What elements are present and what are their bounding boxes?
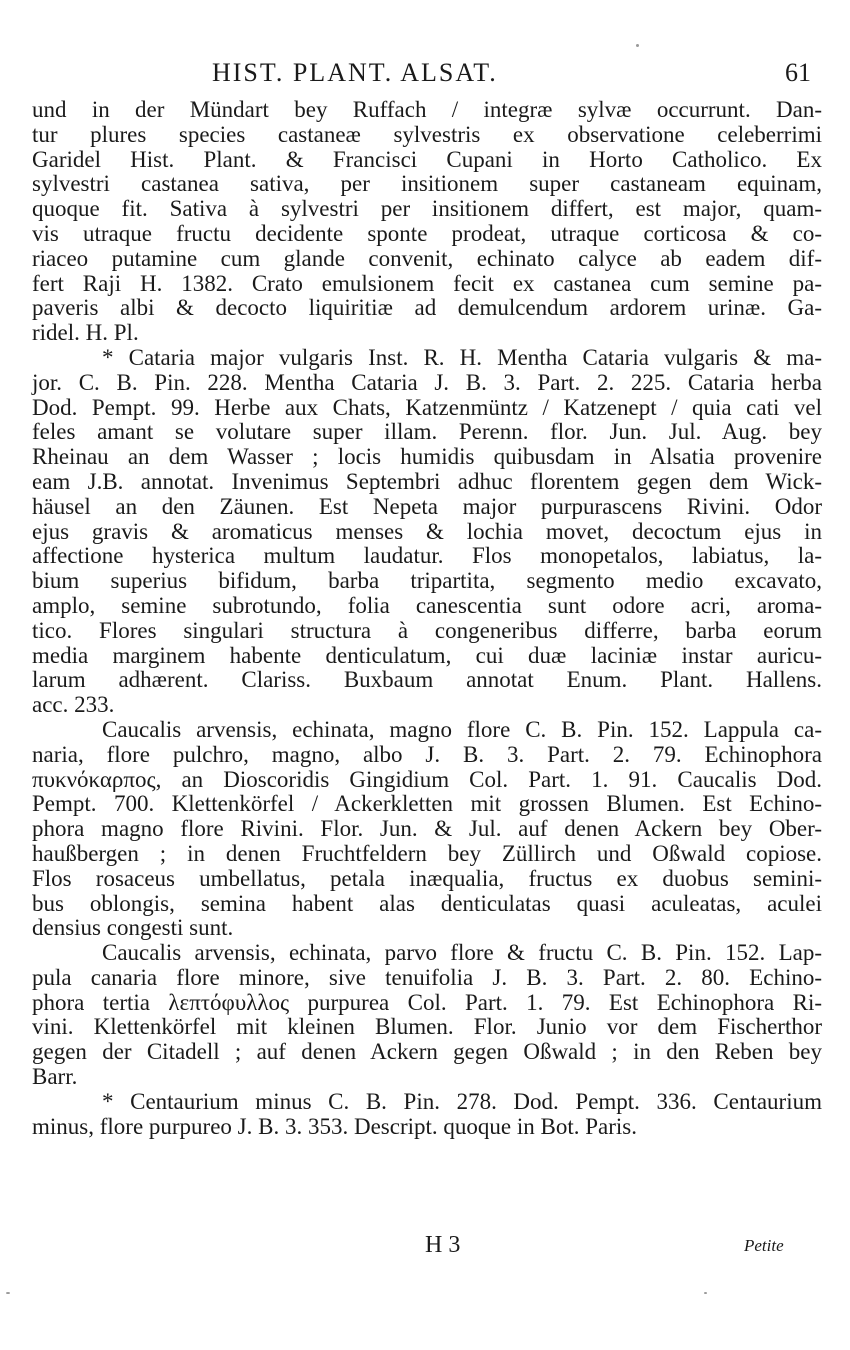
signature-mark: H 3 xyxy=(425,1232,461,1258)
text-line: phora tertia λεπτόφυλλος purpurea Col. Part. 1. 79. Est Echinophora Ri- xyxy=(32,989,822,1015)
text-line: πυκνόκαρπος, an Dioscoridis Gingidium Col. Part. 1. 91. Caucalis Dod. xyxy=(32,766,822,792)
text-line: acc. 233. xyxy=(32,692,115,718)
text-line: pula canaria flore minore, sive tenuifolia J. B. 3. Part. 2. 80. Echino- xyxy=(32,964,822,990)
text-line: minus, flore purpureo J. B. 3. 353. Descript. quoque in Bot. Paris. xyxy=(32,1113,637,1139)
text-line: Rheinau an dem Wasser ; locis humidis quibusdam in Alsatia provenire xyxy=(32,444,822,470)
text-line: feles amant se volutare super illam. Perenn. flor. Jun. Jul. Aug. bey xyxy=(32,419,822,445)
text-line: sylvestri castanea sativa, per insitionem super castaneam equinam, xyxy=(32,171,822,197)
text-line: phora magno flore Rivini. Flor. Jun. & Jul. auf denen Ackern bey Ober- xyxy=(32,816,822,842)
text-line: larum adhærent. Clariss. Buxbaum annotat Enum. Plant. Hallens. xyxy=(32,667,822,693)
text-line: bium superius bifidum, barba tripartita, segmento medio excavato, xyxy=(32,568,822,594)
text-line: fert Raji H. 1382. Crato emulsionem fecit ex castanea cum semine pa- xyxy=(32,270,822,296)
text-line: paveris albi & decocto liquiritiæ ad demulcendum ardorem urinæ. Ga- xyxy=(32,295,822,321)
text-line: * Centaurium minus C. B. Pin. 278. Dod. Pempt. 336. Centaurium xyxy=(102,1088,822,1114)
paper-speck xyxy=(6,1292,10,1294)
text-line: * Cataria major vulgaris Inst. R. H. Mentha Cataria vulgaris & ma- xyxy=(102,344,822,370)
text-line: densius congesti sunt. xyxy=(32,915,234,941)
text-line: riaceo putamine cum glande convenit, echinato calyce ab eadem dif- xyxy=(32,245,822,271)
text-line: affectione hysterica multum laudatur. Flos monopetalos, labiatus, la- xyxy=(32,543,822,569)
text-line: jor. C. B. Pin. 228. Mentha Cataria J. B. 3. Part. 2. 225. Cataria herba xyxy=(32,369,822,395)
text-line: Flos rosaceus umbellatus, petala inæqualia, fructus ex duobus semini- xyxy=(32,865,822,891)
text-line: und in der Mündart bey Ruffach / integræ sylvæ occurrunt. Dan- xyxy=(32,97,822,122)
text-line: ridel. H. Pl. xyxy=(32,320,139,346)
text-line: Pempt. 700. Klettenkörfel / Ackerkletten mit grossen Blumen. Est Echino- xyxy=(32,791,822,817)
text-line: tur plures species castaneæ sylvestris ex observatione celeberrimi xyxy=(32,121,822,147)
text-line: quoque fit. Sativa à sylvestri per insitionem differt, est major, quam- xyxy=(32,196,822,222)
text-line: amplo, semine subrotundo, folia canescentia sunt odore acri, aroma- xyxy=(32,592,822,618)
text-line: Caucalis arvensis, echinata, magno flore C. B. Pin. 152. Lappula ca- xyxy=(102,716,822,742)
text-line: Dod. Pempt. 99. Herbe aux Chats, Katzenmüntz / Katzenept / quia cati vel xyxy=(32,394,822,420)
text-line: Caucalis arvensis, echinata, parvo flore & fructu C. B. Pin. 152. Lap- xyxy=(102,940,822,966)
text-line: tico. Flores singulari structura à congeneribus differre, barba eorum xyxy=(32,617,822,643)
text-line: ejus gravis & aromaticus menses & lochia movet, decoctum ejus in xyxy=(32,518,822,544)
catchword: Petite xyxy=(744,1236,784,1255)
text-line: bus oblongis, semina habent alas denticulatas quasi aculeatas, aculei xyxy=(32,890,822,916)
paper-speck xyxy=(636,44,639,47)
text-line: media marginem habente denticulatum, cui duæ laciniæ instar auricu- xyxy=(32,642,822,668)
text-line: gegen der Citadell ; auf denen Ackern gegen Oßwald ; in den Reben bey xyxy=(32,1039,822,1065)
paper-speck xyxy=(704,1292,707,1294)
text-line: eam J.B. annotat. Invenimus Septembri adhuc florentem gegen dem Wick- xyxy=(32,468,822,494)
text-line: häusel an den Zäunen. Est Nepeta major purpurascens Rivini. Odor xyxy=(32,493,822,519)
body-text xyxy=(32,98,822,1139)
text-line: vis utraque fructu decidente sponte prodeat, utraque corticosa & co- xyxy=(32,220,822,246)
text-line: Barr. xyxy=(32,1064,78,1090)
running-header: HIST. PLANT. ALSAT. xyxy=(212,58,498,87)
text-line: vini. Klettenkörfel mit kleinen Blumen. Flor. Junio vor dem Fischerthor xyxy=(32,1014,822,1040)
text-line: haußbergen ; in denen Fruchtfeldern bey Züllirch und Oßwald copiose. xyxy=(32,840,822,866)
page-number: 61 xyxy=(785,58,811,87)
text-line: Garidel Hist. Plant. & Francisci Cupani in Horto Catholico. Ex xyxy=(32,146,822,172)
text-line: naria, flore pulchro, magno, albo J. B. 3. Part. 2. 79. Echinophora xyxy=(32,741,822,767)
